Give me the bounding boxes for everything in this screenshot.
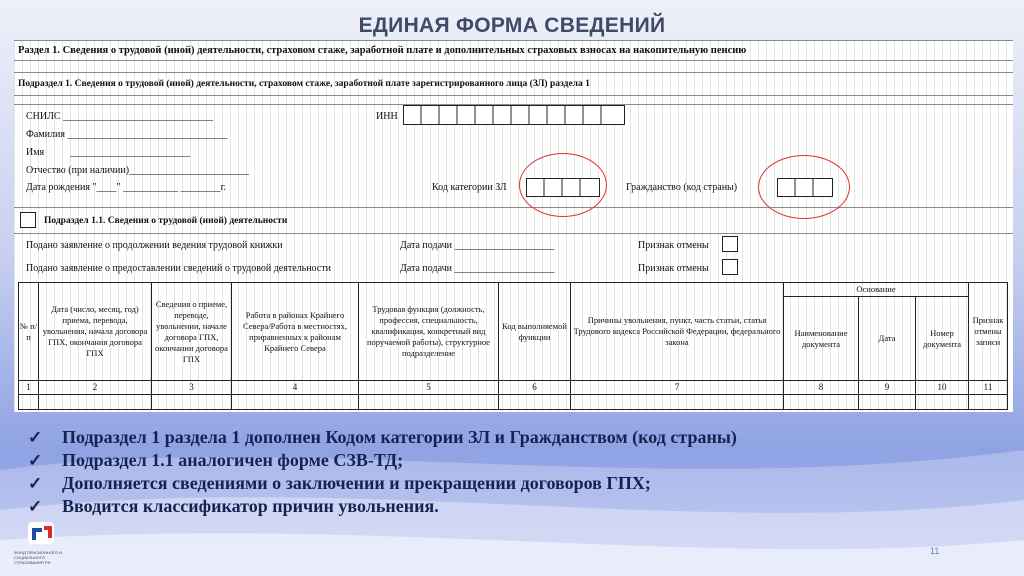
- subsection-1-1-title: Подраздел 1.1. Сведения о трудовой (иной) деятельности: [44, 216, 288, 226]
- activity-table: [18, 282, 1008, 410]
- list-item: ✓ Вводится классификатор причин увольнения.: [28, 496, 439, 516]
- checkmark-icon: ✓: [28, 474, 43, 493]
- cancel-flag-1: Признак отмены: [638, 240, 709, 251]
- header-code: Код выполняемой функции: [502, 320, 567, 342]
- highlight-oval-citizenship: [758, 155, 850, 219]
- header-function: Трудовая функция (должность, профессия, специальность, квалификация, конкретный вид поручаемой работы), структурное подразделение: [366, 304, 491, 358]
- subsection-1-title: Подраздел 1. Сведения о трудовой (иной) деятельности, страховом стаже, заработной плате зарегистрированного лица (ЗЛ) раздела 1: [18, 79, 590, 89]
- col-number: 5: [426, 382, 431, 392]
- name-label: Имя: [26, 147, 45, 158]
- cancel-flag-2-box: [722, 259, 738, 275]
- page-number: 11: [930, 546, 940, 556]
- list-item: ✓ Подраздел 1 раздела 1 дополнен Кодом категории ЗЛ и Гражданством (код страны): [28, 427, 737, 447]
- header-num: № п/п: [19, 320, 38, 342]
- header-north: Работа в районах Крайнего Севера/Работа в местностях, приравненных к районам Крайнего Севера: [242, 309, 347, 353]
- checkmark-icon: ✓: [28, 428, 43, 447]
- inn-label: ИНН: [376, 111, 398, 122]
- logo-icon: [14, 520, 72, 550]
- header-date: Дата (число, месяц, год) приема, перевода, увольнения, начала договора ГПХ, окончания договора ГПХ: [42, 304, 148, 358]
- application-continue-workbook: Подано заявление о продолжении ведения трудовой книжки: [26, 240, 283, 251]
- logo-caption: ФОНД ПЕНСИОННОГО И СОЦИАЛЬНОГО СТРАХОВАНИЯ РФ: [14, 550, 63, 565]
- col-number: 11: [983, 382, 993, 392]
- header-doc-number: Номер документа: [922, 327, 961, 349]
- slide-title: ЕДИНАЯ ФОРМА СВЕДЕНИЙ: [358, 14, 666, 37]
- section-1-title: Раздел 1. Сведения о трудовой (иной) деятельности, страховом стаже, заработной плате и дополнительных страховых взносах на накопительную пенсию: [18, 45, 747, 56]
- col-number: 2: [92, 382, 98, 392]
- header-basis: Основание: [856, 284, 896, 294]
- col-number: 1: [26, 382, 31, 392]
- bullet-list: [28, 426, 737, 518]
- header-info: Сведения о приеме, переводе, увольнении, начале договора ГПХ, окончании договора ГПХ: [155, 298, 228, 364]
- col-number: 4: [292, 382, 298, 392]
- list-item: ✓ Подраздел 1.1 аналогичен форме СЗВ-ТД;: [28, 450, 404, 470]
- checkmark-icon: ✓: [28, 451, 43, 470]
- cancel-flag-1-box: [722, 236, 738, 252]
- col-number: 7: [674, 382, 680, 392]
- patronymic-field: Отчество (при наличии)________________________: [26, 165, 250, 176]
- col-number: 9: [884, 382, 890, 392]
- birthdate-field: Дата рождения "____" ___________ ________г.: [26, 182, 227, 193]
- sfr-logo: [14, 520, 72, 568]
- citizenship-label: Гражданство (код страны): [626, 182, 738, 193]
- surname-field: Фамилия ________________________________: [26, 129, 228, 140]
- header-doc-name: Наименование документа: [794, 327, 848, 349]
- form-image: [14, 40, 1013, 412]
- list-item: ✓ Дополняется сведениями о заключении и прекращении договоров ГПХ;: [28, 473, 651, 493]
- header-doc-date: Дата: [878, 333, 896, 343]
- header-cancel: Признак отмены записи: [972, 315, 1004, 347]
- col-number: 10: [937, 382, 947, 392]
- application-provide-info: Подано заявление о предоставлении сведений о трудовой деятельности: [26, 263, 331, 274]
- col-number: 3: [189, 382, 194, 392]
- cancel-flag-2: Признак отмены: [638, 263, 709, 274]
- category-code-label: Код категории ЗЛ: [432, 182, 507, 193]
- col-number: 6: [532, 382, 537, 392]
- filing-date-2: Дата подачи ____________________: [400, 263, 555, 274]
- checkmark-icon: ✓: [28, 497, 43, 516]
- highlight-oval-category: [519, 153, 607, 217]
- col-number: 8: [818, 382, 824, 392]
- filing-date-1: Дата подачи ____________________: [400, 240, 555, 251]
- header-reasons: Причины увольнения, пункт, часть статьи, статья Трудового кодекса Российской Федерации, федерального закона: [573, 315, 781, 347]
- subsection-checkbox: [20, 212, 36, 228]
- name-line: ________________________: [70, 147, 190, 158]
- snils-field: СНИЛС ______________________________: [26, 111, 214, 122]
